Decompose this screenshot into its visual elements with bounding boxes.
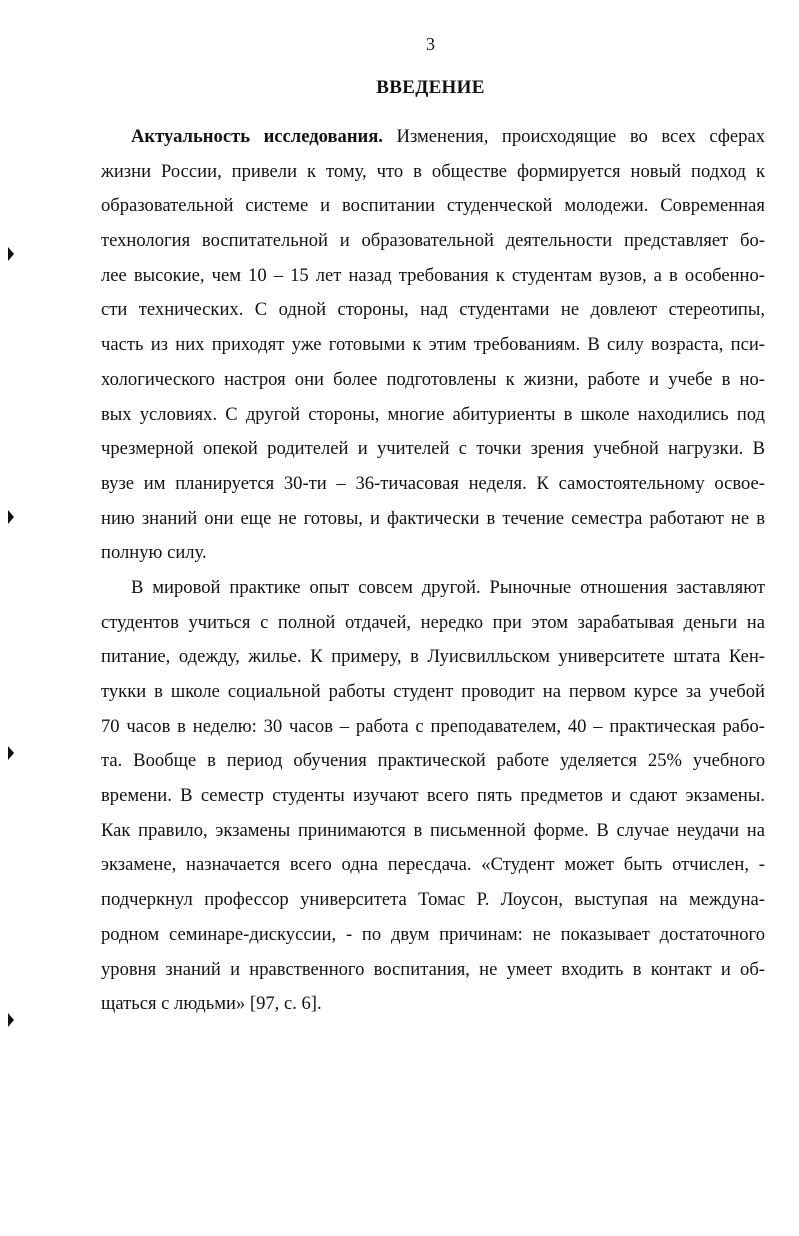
text-line: вузе им планируется 30-ти – 36-тичасовая неделя. К самостоятельному освое-	[101, 472, 765, 494]
text-line: родном семинаре-дискуссии, - по двум причинам: не показывает достаточного	[101, 923, 765, 945]
text-line: питание, одежду, жилье. К примеру, в Луисвилльском университете штата Кен-	[101, 646, 765, 668]
text-line: чрезмерной опекой родителей и учителей с точки зрения учебной нагрузки. В	[101, 438, 765, 460]
margin-mark	[8, 247, 14, 261]
text-line	[101, 120, 765, 155]
section-lead: Актуальность исследования.	[131, 126, 383, 147]
text-line: уровня знаний и нравственного воспитания, не умеет входить в контакт и об-	[101, 958, 765, 980]
text-line: технология воспитательной и образовательной деятельности представляет бо-	[101, 230, 765, 252]
page-title: ВВЕДЕНИЕ	[376, 77, 485, 98]
text-line: тукки в школе социальной работы студент проводит на первом курсе за учебой	[101, 681, 765, 702]
margin-mark	[8, 746, 14, 760]
text-line: вых условиях. С другой стороны, многие абитуриенты в школе находились под	[101, 403, 765, 425]
text-line: студентов учиться с полной отдачей, нередко при этом зарабатывая деньги на	[101, 611, 765, 633]
text-line: времени. В семестр студенты изучают всего пять предметов и сдают экзамены.	[101, 785, 765, 807]
text-line-content: Изменения, происходящие во всех сферах	[382, 126, 765, 147]
text-line: часть из них приходят уже готовыми к этим требованиям. В силу возраста, пси-	[101, 334, 765, 356]
text-line: экзамене, назначается всего одна пересдача. «Студент может быть отчислен, -	[101, 854, 765, 876]
text-line: Как правило, экзамены принимаются в письменной форме. В случае неудачи на	[101, 819, 765, 841]
text-line: 70 часов в неделю: 30 часов – работа с преподавателем, 40 – практическая рабо-	[101, 715, 765, 737]
text-line: подчеркнул профессор университета Томас Р. Лоусон, выступая на междуна-	[101, 889, 765, 911]
text-line: та. Вообще в период обучения практической работе уделяется 25% учебного	[101, 750, 765, 772]
text-line: сти технических. С одной стороны, над студентами не довлеют стереотипы,	[101, 299, 765, 321]
text-line: хологического настроя они более подготовлены к жизни, работе и учебе в но-	[101, 368, 765, 390]
text-line: образовательной системе и воспитании студенческой молодежи. Современная	[101, 195, 765, 217]
paragraph-relevance	[101, 120, 765, 571]
text-line: В мировой практике опыт совсем другой. Рыночные отношения заставляют	[131, 576, 765, 598]
text-line: лее высокие, чем 10 – 15 лет назад требования к студентам вузов, а в особенно-	[101, 264, 765, 286]
margin-mark	[8, 1013, 14, 1027]
body-text	[101, 120, 765, 1022]
text-line: жизни России, привели к тому, что в обществе формируется новый подход к	[101, 160, 765, 182]
text-line: щаться с людьми» [97, с. 6].	[101, 993, 322, 1015]
margin-mark	[8, 510, 14, 524]
paragraph-world-practice	[101, 571, 765, 1022]
page-number: 3	[426, 34, 435, 54]
text-line: полную силу.	[101, 542, 207, 564]
text-line: нию знаний они еще не готовы, и фактически в течение семестра работают не в	[101, 507, 765, 529]
